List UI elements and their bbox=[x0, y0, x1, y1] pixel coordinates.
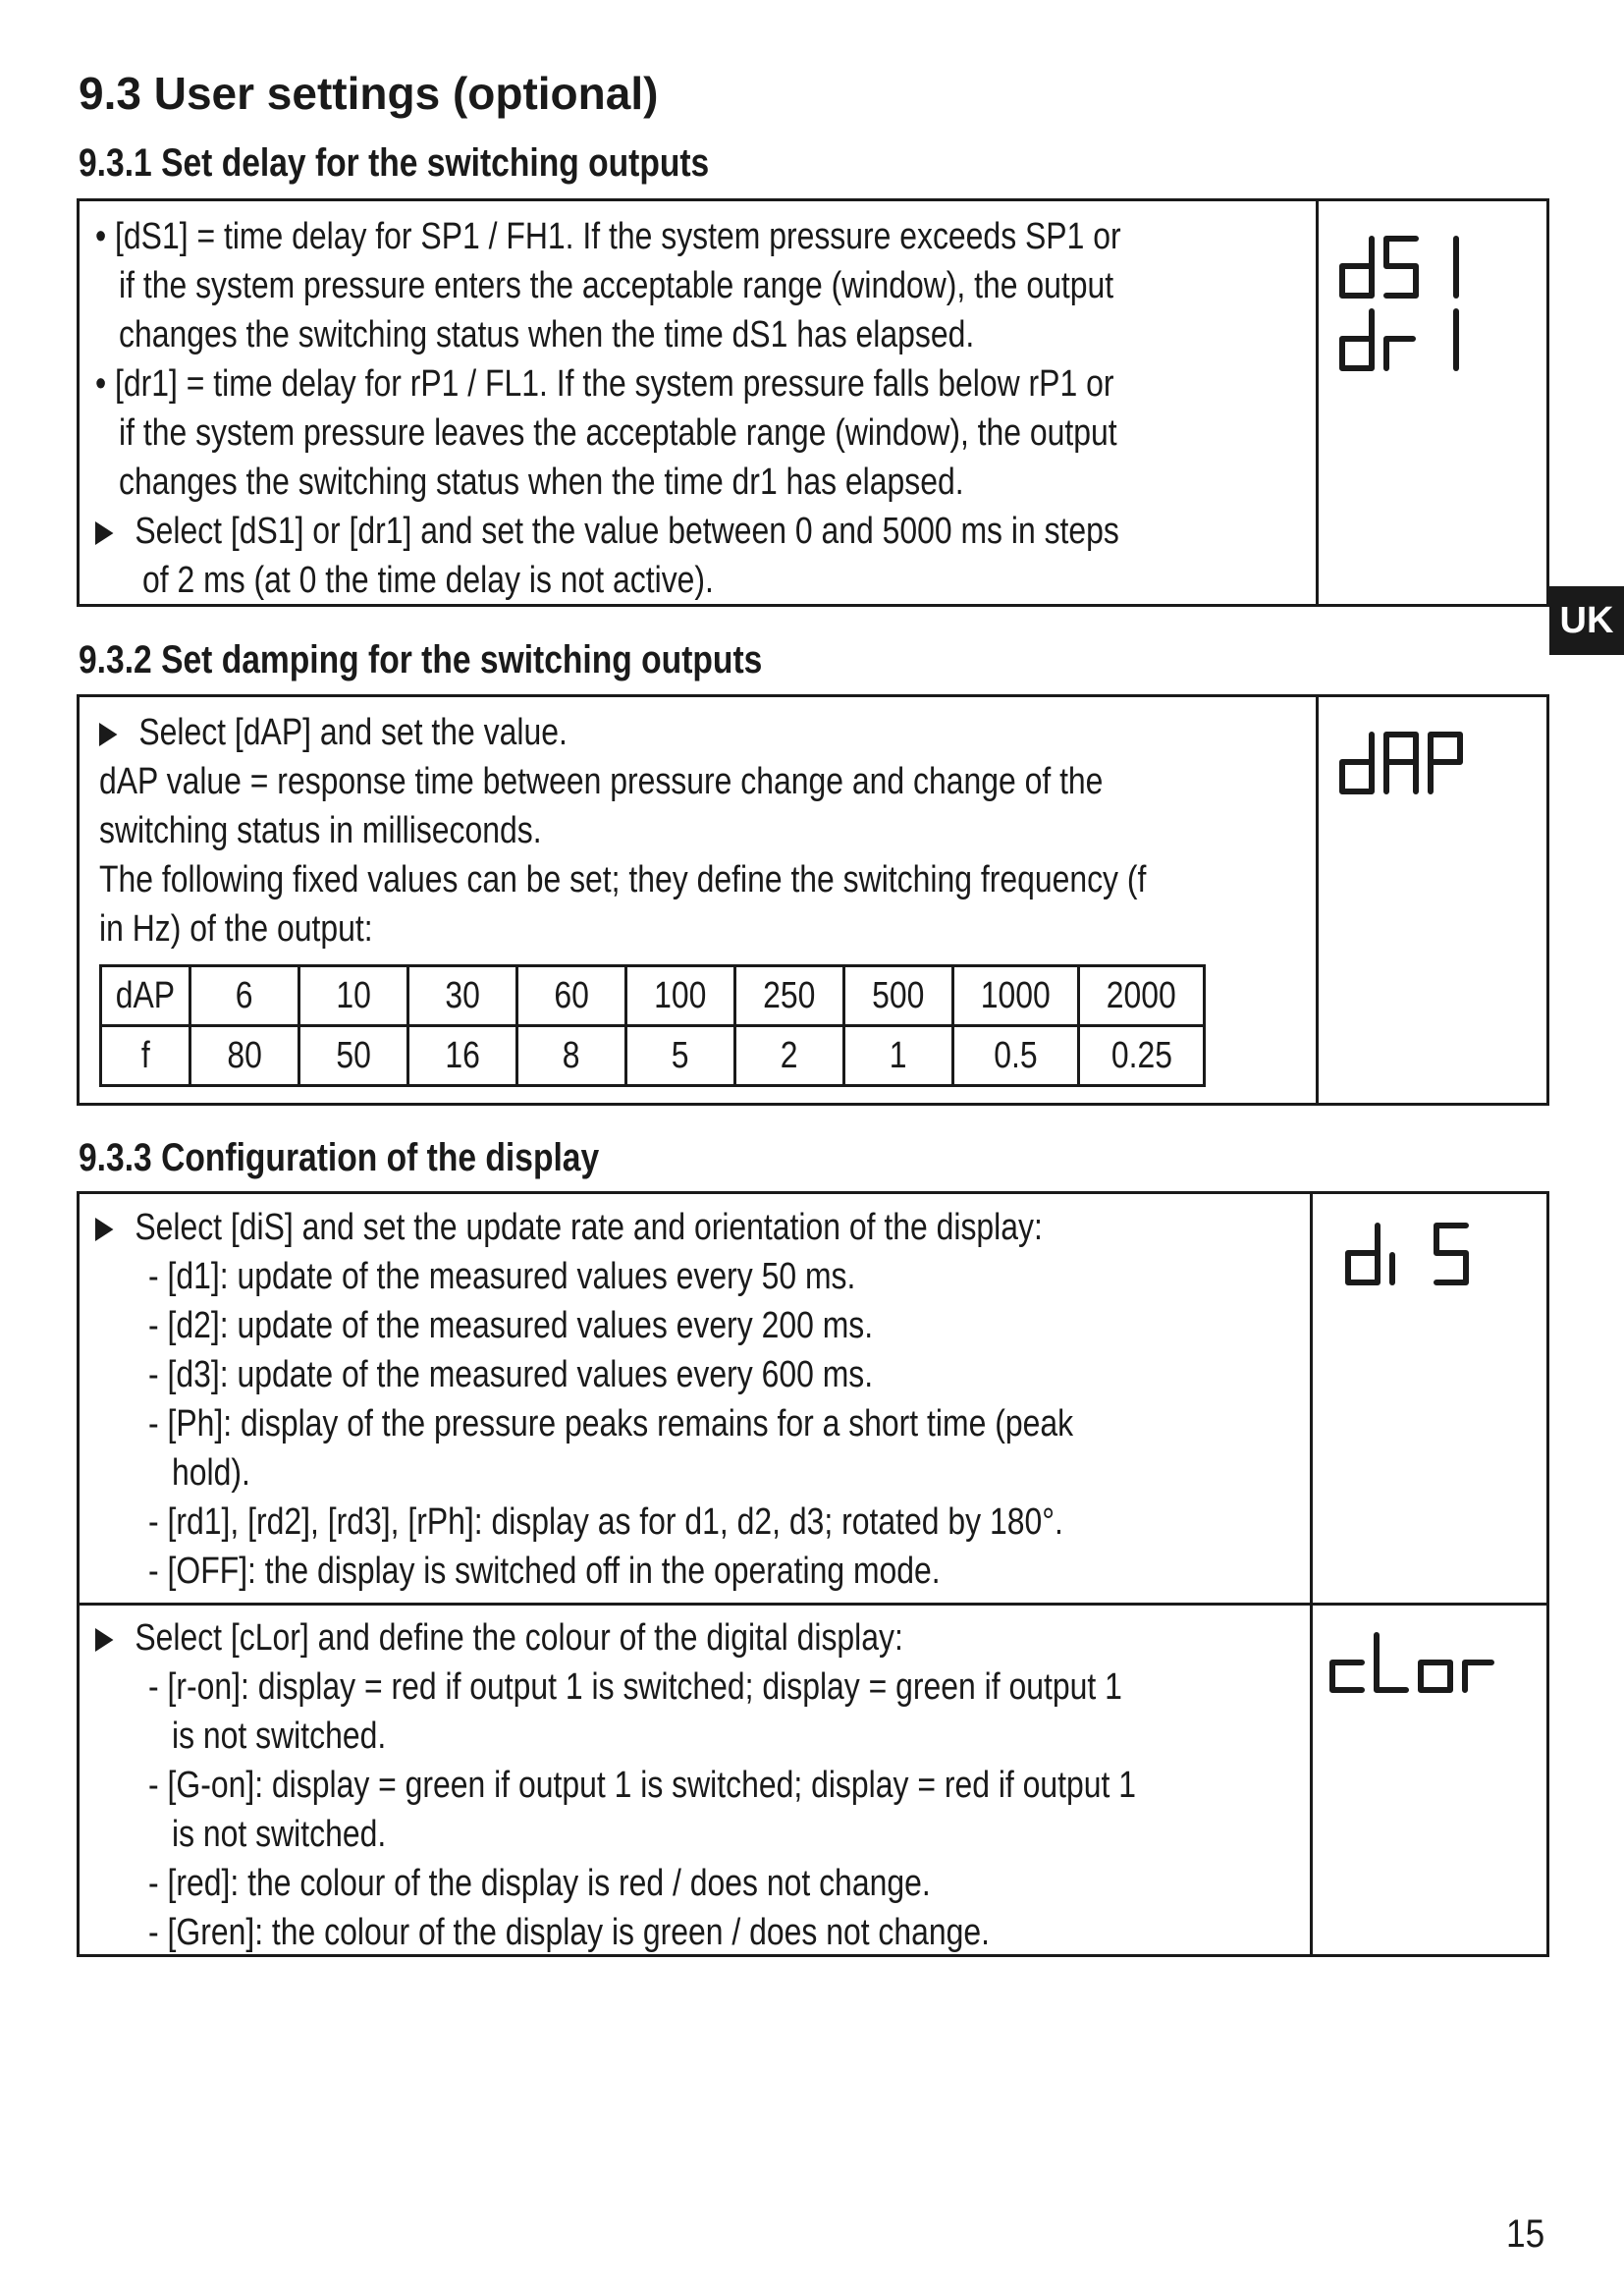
text-line: - [r-on]: display = red if output 1 is switched; display = green if output 1 bbox=[148, 1666, 1122, 1708]
table-cell: 10 bbox=[299, 966, 408, 1026]
display-cell bbox=[1311, 1194, 1546, 1603]
text-line: - [d2]: update of the measured values every 200 ms. bbox=[148, 1305, 874, 1346]
lcd-dis bbox=[1340, 1216, 1507, 1304]
table-cell: 100 bbox=[626, 966, 735, 1026]
lcd-dap bbox=[1334, 725, 1501, 813]
text-line: if the system pressure leaves the acceptable range (window), the output bbox=[119, 412, 1117, 454]
instruction-line bbox=[95, 1209, 1043, 1246]
page-number: 15 bbox=[1506, 2212, 1545, 2256]
display-cell bbox=[1311, 1606, 1546, 1954]
damping-text-cell bbox=[80, 697, 1319, 1103]
delay-box bbox=[77, 198, 1549, 607]
table-cell: 500 bbox=[844, 966, 953, 1026]
table-cell: 30 bbox=[408, 966, 517, 1026]
text-line: changes the switching status when the time dS1 has elapsed. bbox=[119, 314, 975, 355]
table-row bbox=[101, 1026, 1205, 1086]
subsection-title-delay: 9.3.1 Set delay for the switching outputs bbox=[79, 141, 710, 185]
arrow-bullet-icon bbox=[95, 1218, 113, 1241]
text-line: - [Ph]: display of the pressure peaks remains for a short time (peak bbox=[148, 1403, 1074, 1444]
table-cell: f bbox=[101, 1026, 190, 1086]
table-cell: dAP bbox=[101, 966, 190, 1026]
text-line: in Hz) of the output: bbox=[99, 908, 373, 950]
text-line: The following fixed values can be set; they define the switching frequency (f bbox=[99, 859, 1147, 900]
text-line: - [OFF]: the display is switched off in the operating mode. bbox=[148, 1551, 941, 1592]
table-cell: 16 bbox=[408, 1026, 517, 1086]
table-cell: 80 bbox=[190, 1026, 299, 1086]
delay-text-cell bbox=[80, 201, 1319, 604]
table-cell: 1000 bbox=[953, 966, 1079, 1026]
section-title: 9.3 User settings (optional) bbox=[79, 68, 659, 119]
display-config-box bbox=[77, 1191, 1549, 1957]
language-tab: UK bbox=[1549, 586, 1624, 655]
text-line: - [rd1], [rd2], [rd3], [rPh]: display as for d1, d2, d3; rotated by 180°. bbox=[148, 1501, 1063, 1543]
text-line: • [dr1] = time delay for rP1 / FL1. If the system pressure falls below rP1 or bbox=[95, 363, 1114, 405]
damping-box bbox=[77, 694, 1549, 1106]
instruction-line bbox=[95, 1619, 903, 1657]
text-line: changes the switching status when the time dr1 has elapsed. bbox=[119, 462, 964, 503]
table-cell: 50 bbox=[299, 1026, 408, 1086]
text-line: - [G-on]: display = green if output 1 is switched; display = red if output 1 bbox=[148, 1765, 1137, 1806]
lcd-clor bbox=[1325, 1625, 1531, 1704]
display-cell bbox=[1311, 697, 1546, 1103]
table-cell: 1 bbox=[844, 1026, 953, 1086]
text-line: hold). bbox=[172, 1452, 250, 1494]
instruction-line bbox=[99, 714, 568, 751]
subsection-title-display: 9.3.3 Configuration of the display bbox=[79, 1136, 600, 1179]
subsection-title-damping: 9.3.2 Set damping for the switching outputs bbox=[79, 638, 763, 681]
table-cell: 5 bbox=[626, 1026, 735, 1086]
table-cell: 60 bbox=[517, 966, 626, 1026]
dap-frequency-table bbox=[99, 964, 1206, 1087]
arrow-bullet-icon bbox=[95, 521, 113, 545]
table-cell: 0.25 bbox=[1079, 1026, 1205, 1086]
text-line: - [red]: the colour of the display is red / does not change. bbox=[148, 1863, 931, 1904]
table-cell: 250 bbox=[735, 966, 844, 1026]
table-cell: 8 bbox=[517, 1026, 626, 1086]
dis-text-cell bbox=[80, 1194, 1313, 1603]
instruction-text: Select [diS] and set the update rate and orientation of the display: bbox=[135, 1207, 1043, 1248]
text-line: of 2 ms (at 0 the time delay is not active). bbox=[142, 560, 714, 601]
text-line: if the system pressure enters the acceptable range (window), the output bbox=[119, 265, 1114, 306]
text-line: is not switched. bbox=[172, 1814, 387, 1855]
arrow-bullet-icon bbox=[99, 723, 117, 746]
clor-text-cell bbox=[80, 1606, 1313, 1954]
instruction-text: Select [dS1] or [dr1] and set the value between 0 and 5000 ms in steps bbox=[135, 511, 1119, 552]
table-cell: 2 bbox=[735, 1026, 844, 1086]
arrow-bullet-icon bbox=[95, 1628, 113, 1652]
text-line: - [d1]: update of the measured values every 50 ms. bbox=[148, 1256, 856, 1297]
text-line: switching status in milliseconds. bbox=[99, 810, 542, 851]
display-cell bbox=[1311, 201, 1546, 604]
text-line: - [Gren]: the colour of the display is green / does not change. bbox=[148, 1912, 991, 1953]
instruction-text: Select [cLor] and define the colour of the digital display: bbox=[135, 1617, 903, 1659]
table-cell: 2000 bbox=[1079, 966, 1205, 1026]
instruction-line bbox=[95, 513, 1119, 550]
table-cell: 0.5 bbox=[953, 1026, 1079, 1086]
instruction-text: Select [dAP] and set the value. bbox=[138, 712, 568, 753]
text-line: dAP value = response time between pressure change and change of the bbox=[99, 761, 1104, 802]
text-line: is not switched. bbox=[172, 1716, 387, 1757]
lcd-ds1-dr1 bbox=[1334, 229, 1482, 386]
table-row bbox=[101, 966, 1205, 1026]
table-cell: 6 bbox=[190, 966, 299, 1026]
text-line: • [dS1] = time delay for SP1 / FH1. If the system pressure exceeds SP1 or bbox=[95, 216, 1121, 257]
text-line: - [d3]: update of the measured values every 600 ms. bbox=[148, 1354, 874, 1395]
